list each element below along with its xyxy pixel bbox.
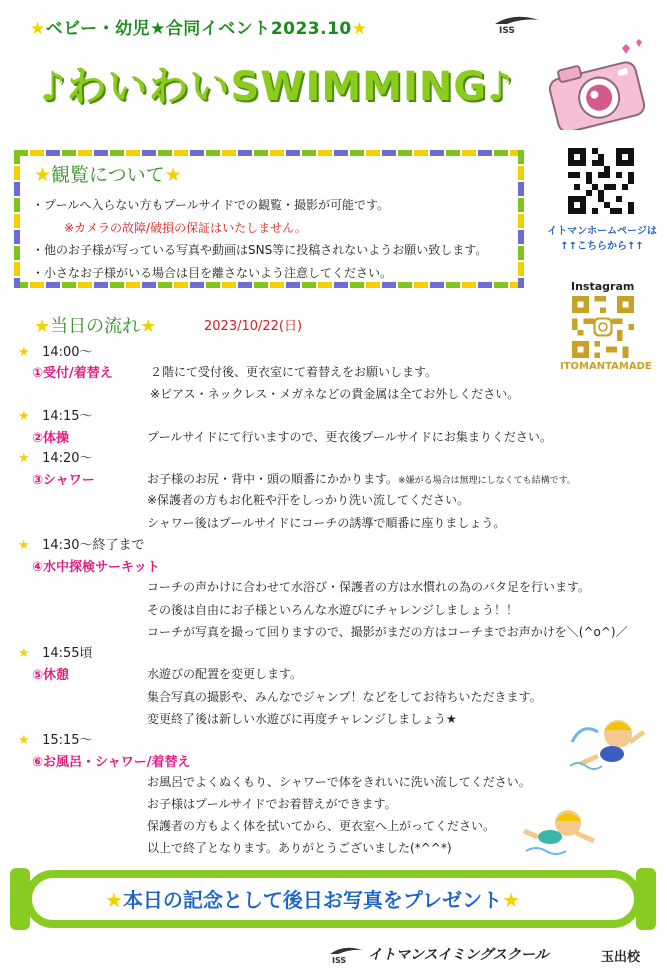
homepage-qr-label-1: イトマンホームページは	[547, 226, 657, 237]
homepage-qr-code[interactable]	[568, 148, 634, 214]
schedule-step-6: ⑥お風呂・シャワー/着替え	[32, 755, 191, 770]
schedule-desc: お風呂でよくぬくもり、シャワーで体をきれいに洗い流してください。	[147, 775, 531, 789]
schedule-desc: ２階にて受付後、更衣室にて着替えをお願いします。	[150, 365, 438, 379]
star-icon: ★	[18, 646, 30, 661]
schedule-time-5: ★ 14:55頃	[18, 646, 93, 661]
star-icon: ★	[34, 316, 51, 337]
iss-logo-text: ISS	[499, 26, 515, 34]
schedule-desc: 以上で終了となります。ありがとうございました(*^^*)	[147, 841, 452, 855]
school-name: イトマンスイミングスクール	[368, 947, 549, 963]
star-icon: ★	[140, 316, 157, 337]
homepage-qr-label-2: ↑↑こちらから↑↑	[560, 241, 644, 252]
star-icon: ★	[164, 164, 182, 186]
star-icon: ★	[18, 538, 30, 553]
schedule-title	[34, 312, 156, 338]
schedule-desc: 変更終了後は新しい水遊びに再度チャレンジしましょう★	[147, 712, 457, 726]
event-header	[30, 14, 368, 39]
schedule-time-6: ★ 15:15～	[18, 733, 93, 748]
star-icon: ★	[18, 409, 30, 424]
viewing-title-text: 観覧について	[51, 164, 165, 186]
schedule-step-3: ③シャワー	[32, 473, 95, 488]
present-banner-text: ★本日の記念として後日お写真をプレゼント★	[105, 888, 521, 912]
swimmer-icon	[520, 795, 600, 855]
viewing-line-1: ・プールへ入らない方もプールサイドでの観覧・撮影が可能です。	[32, 198, 390, 212]
star-icon: ★	[105, 888, 123, 912]
star-icon: ★	[502, 888, 521, 912]
schedule-time-3: ★ 14:20～	[18, 451, 93, 466]
schedule-desc: ※保護者の方もお化粧や汗をしっかり洗い流してください。	[147, 493, 470, 507]
instagram-label: Instagram	[571, 280, 635, 293]
iss-logo-text: ISS	[332, 956, 347, 964]
schedule-step-2: ②体操	[32, 431, 70, 446]
schedule-desc: プールサイドにて行いますので、更衣後プールサイドにお集まりください。	[147, 430, 552, 444]
schedule-desc: ※ピアス・ネックレス・メガネなどの貴金属は全てお外しください。	[150, 387, 520, 401]
schedule-desc: お子様のお尻・背中・頭の順番にかかります。※嫌がる場合は無理にしなくても結構です。	[147, 472, 576, 486]
schedule-step-5: ⑤休憩	[32, 668, 70, 683]
schedule-desc: 集合写真の撮影や、みんなでジャンプ！などをしてお待ちいただきます。	[147, 690, 542, 704]
event-date: 2023/10/22(日)	[204, 319, 303, 334]
camera-icon	[542, 38, 652, 130]
viewing-line-4: ・小さなお子様がいる場合は目を離さないよう注意してください。	[32, 266, 393, 280]
viewing-title	[34, 160, 182, 187]
schedule-title-text: 当日の流れ	[50, 316, 141, 337]
schedule-time-4: ★ 14:30～終了まで	[18, 538, 145, 553]
instagram-qr-code[interactable]	[572, 296, 634, 358]
iss-logo-icon	[493, 12, 541, 34]
schedule-desc: 保護者の方もよく体を拭いてから、更衣室へ上がってください。	[147, 819, 496, 833]
schedule-time-2: ★ 14:15～	[18, 409, 93, 424]
schedule-desc: 水遊びの配置を変更します。	[147, 667, 303, 681]
star-icon: ★	[351, 19, 368, 39]
schedule-desc: お子様はプールサイドでお着替えができます。	[147, 797, 397, 811]
schedule-desc: コーチが写真を撮って回りますので、撮影がまだの方はコーチまでお声かけを＼(^o^)／	[147, 625, 628, 639]
schedule-step-4: ④水中探検サーキット	[32, 560, 160, 575]
star-icon: ★	[18, 345, 30, 360]
schedule-step-1: ①受付/着替え	[32, 366, 113, 381]
schedule-desc: コーチの声かけに合わせて水浴び・保護者の方は水慣れの為のバタ足を行います。	[147, 580, 591, 594]
viewing-line-3: ・他のお子様が写っている写真や動画はSNS等に投稿されないようお願い致します。	[32, 243, 488, 257]
star-icon: ★	[18, 451, 30, 466]
star-icon: ★	[34, 164, 52, 186]
iss-logo-icon	[328, 944, 364, 964]
schedule-desc: その後は自由にお子様といろんな水遊びにチャレンジしましょう！！	[147, 603, 519, 617]
viewing-line-2: ※カメラの故障/破損の保証はいたしません。	[64, 221, 307, 235]
star-icon: ★	[18, 733, 30, 748]
swimmer-icon	[568, 712, 648, 772]
star-icon: ★	[30, 19, 46, 39]
instagram-id: ITOMANTAMADE	[560, 361, 652, 372]
branch-name: 玉出校	[601, 950, 641, 965]
main-title: ♪わいわいSWIMMING♪	[40, 64, 514, 110]
schedule-time-1: ★ 14:00～	[18, 345, 93, 360]
schedule-desc: シャワー後はプールサイドにコーチの誘導で順番に座りましょう。	[147, 516, 506, 530]
event-header-title: ベビー・幼児★合同イベント	[45, 19, 271, 39]
event-year: 2023.10	[270, 19, 352, 39]
